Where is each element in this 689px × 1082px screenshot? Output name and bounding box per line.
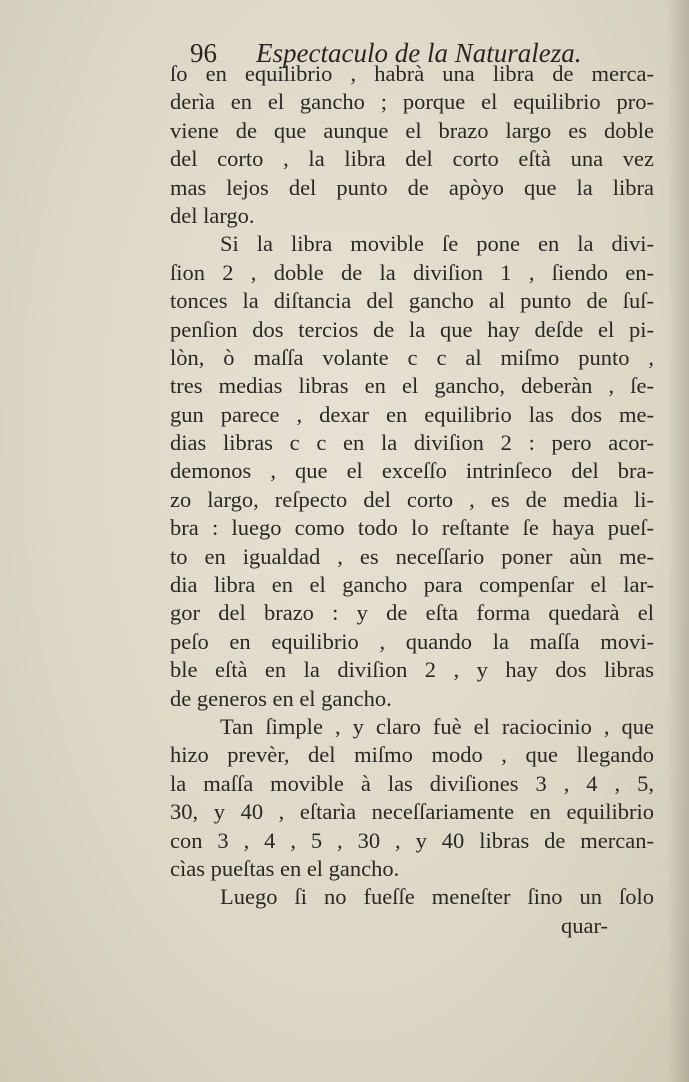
- text-line: lòn, ò maſſa volante c c al miſmo punto ,: [170, 344, 654, 370]
- text-line: dia libra en el gancho para compenſar el lar-: [170, 572, 654, 598]
- text-line: Luego ſi no fueſſe meneſter ſino un ſolo: [220, 884, 654, 910]
- text-line: 30, y 40 , eſtarìa neceſſariamente en equilibrio: [170, 799, 654, 825]
- catchword: quar-: [560, 912, 608, 938]
- page-edge-shadow: [667, 0, 689, 1082]
- text-line: penſion dos tercios de la que hay deſde el pi-: [170, 316, 654, 342]
- text-line: zo largo, reſpecto del corto , es de media li-: [170, 486, 654, 512]
- text-line: dias libras c c en la diviſion 2 : pero acor-: [170, 430, 654, 456]
- text-line: viene de que aunque el brazo largo es doble: [170, 117, 654, 143]
- text-line: tonces la diſtancia del gancho al punto de ſuſ-: [170, 288, 654, 314]
- body-text: [170, 60, 654, 940]
- text-line: to en igualdad , es neceſſario poner aùn me-: [170, 543, 654, 569]
- text-line: ſion 2 , doble de la diviſion 1 , ſiendo en-: [170, 259, 654, 285]
- text-line: cìas pueſtas en el gancho.: [170, 855, 400, 881]
- text-line: mas lejos del punto de apòyo que la libra: [170, 174, 654, 200]
- text-line: del largo.: [170, 202, 255, 228]
- text-line: del corto , la libra del corto eſtà una vez: [170, 146, 654, 172]
- text-line: peſo en equilibrio , quando la maſſa movi-: [170, 628, 654, 654]
- text-line: gor del brazo : y de eſta forma quedarà el: [170, 600, 654, 626]
- text-line: demonos , que el exceſſo intrinſeco del bra-: [170, 458, 654, 484]
- text-line: gun parece , dexar en equilibrio las dos me-: [170, 401, 654, 427]
- text-line: hizo prevèr, del miſmo modo , que llegando: [170, 742, 654, 768]
- text-line: de generos en el gancho.: [170, 685, 392, 711]
- running-title: Espectaculo de la Naturaleza.: [256, 38, 582, 68]
- text-line: la maſſa movible à las diviſiones 3 , 4 , 5,: [170, 770, 654, 796]
- text-line: tres medias libras en el gancho, deberàn , ſe-: [170, 373, 654, 399]
- text-line: Tan ſimple , y claro fuè el raciocinio , que: [220, 713, 654, 739]
- text-line: ble eſtà en la diviſion 2 , y hay dos libras: [170, 657, 654, 683]
- text-line: Si la libra movible ſe pone en la divi-: [220, 231, 654, 257]
- text-line: derìa en el gancho ; porque el equilibrio pro-: [170, 89, 654, 115]
- text-line: ſo en equilibrio , habrà una libra de merca-: [170, 61, 654, 86]
- page-number: 96: [190, 38, 217, 68]
- text-line: con 3 , 4 , 5 , 30 , y 40 libras de mercan-: [170, 827, 654, 853]
- text-line: bra : luego como todo lo reſtante ſe haya pueſ-: [170, 515, 654, 541]
